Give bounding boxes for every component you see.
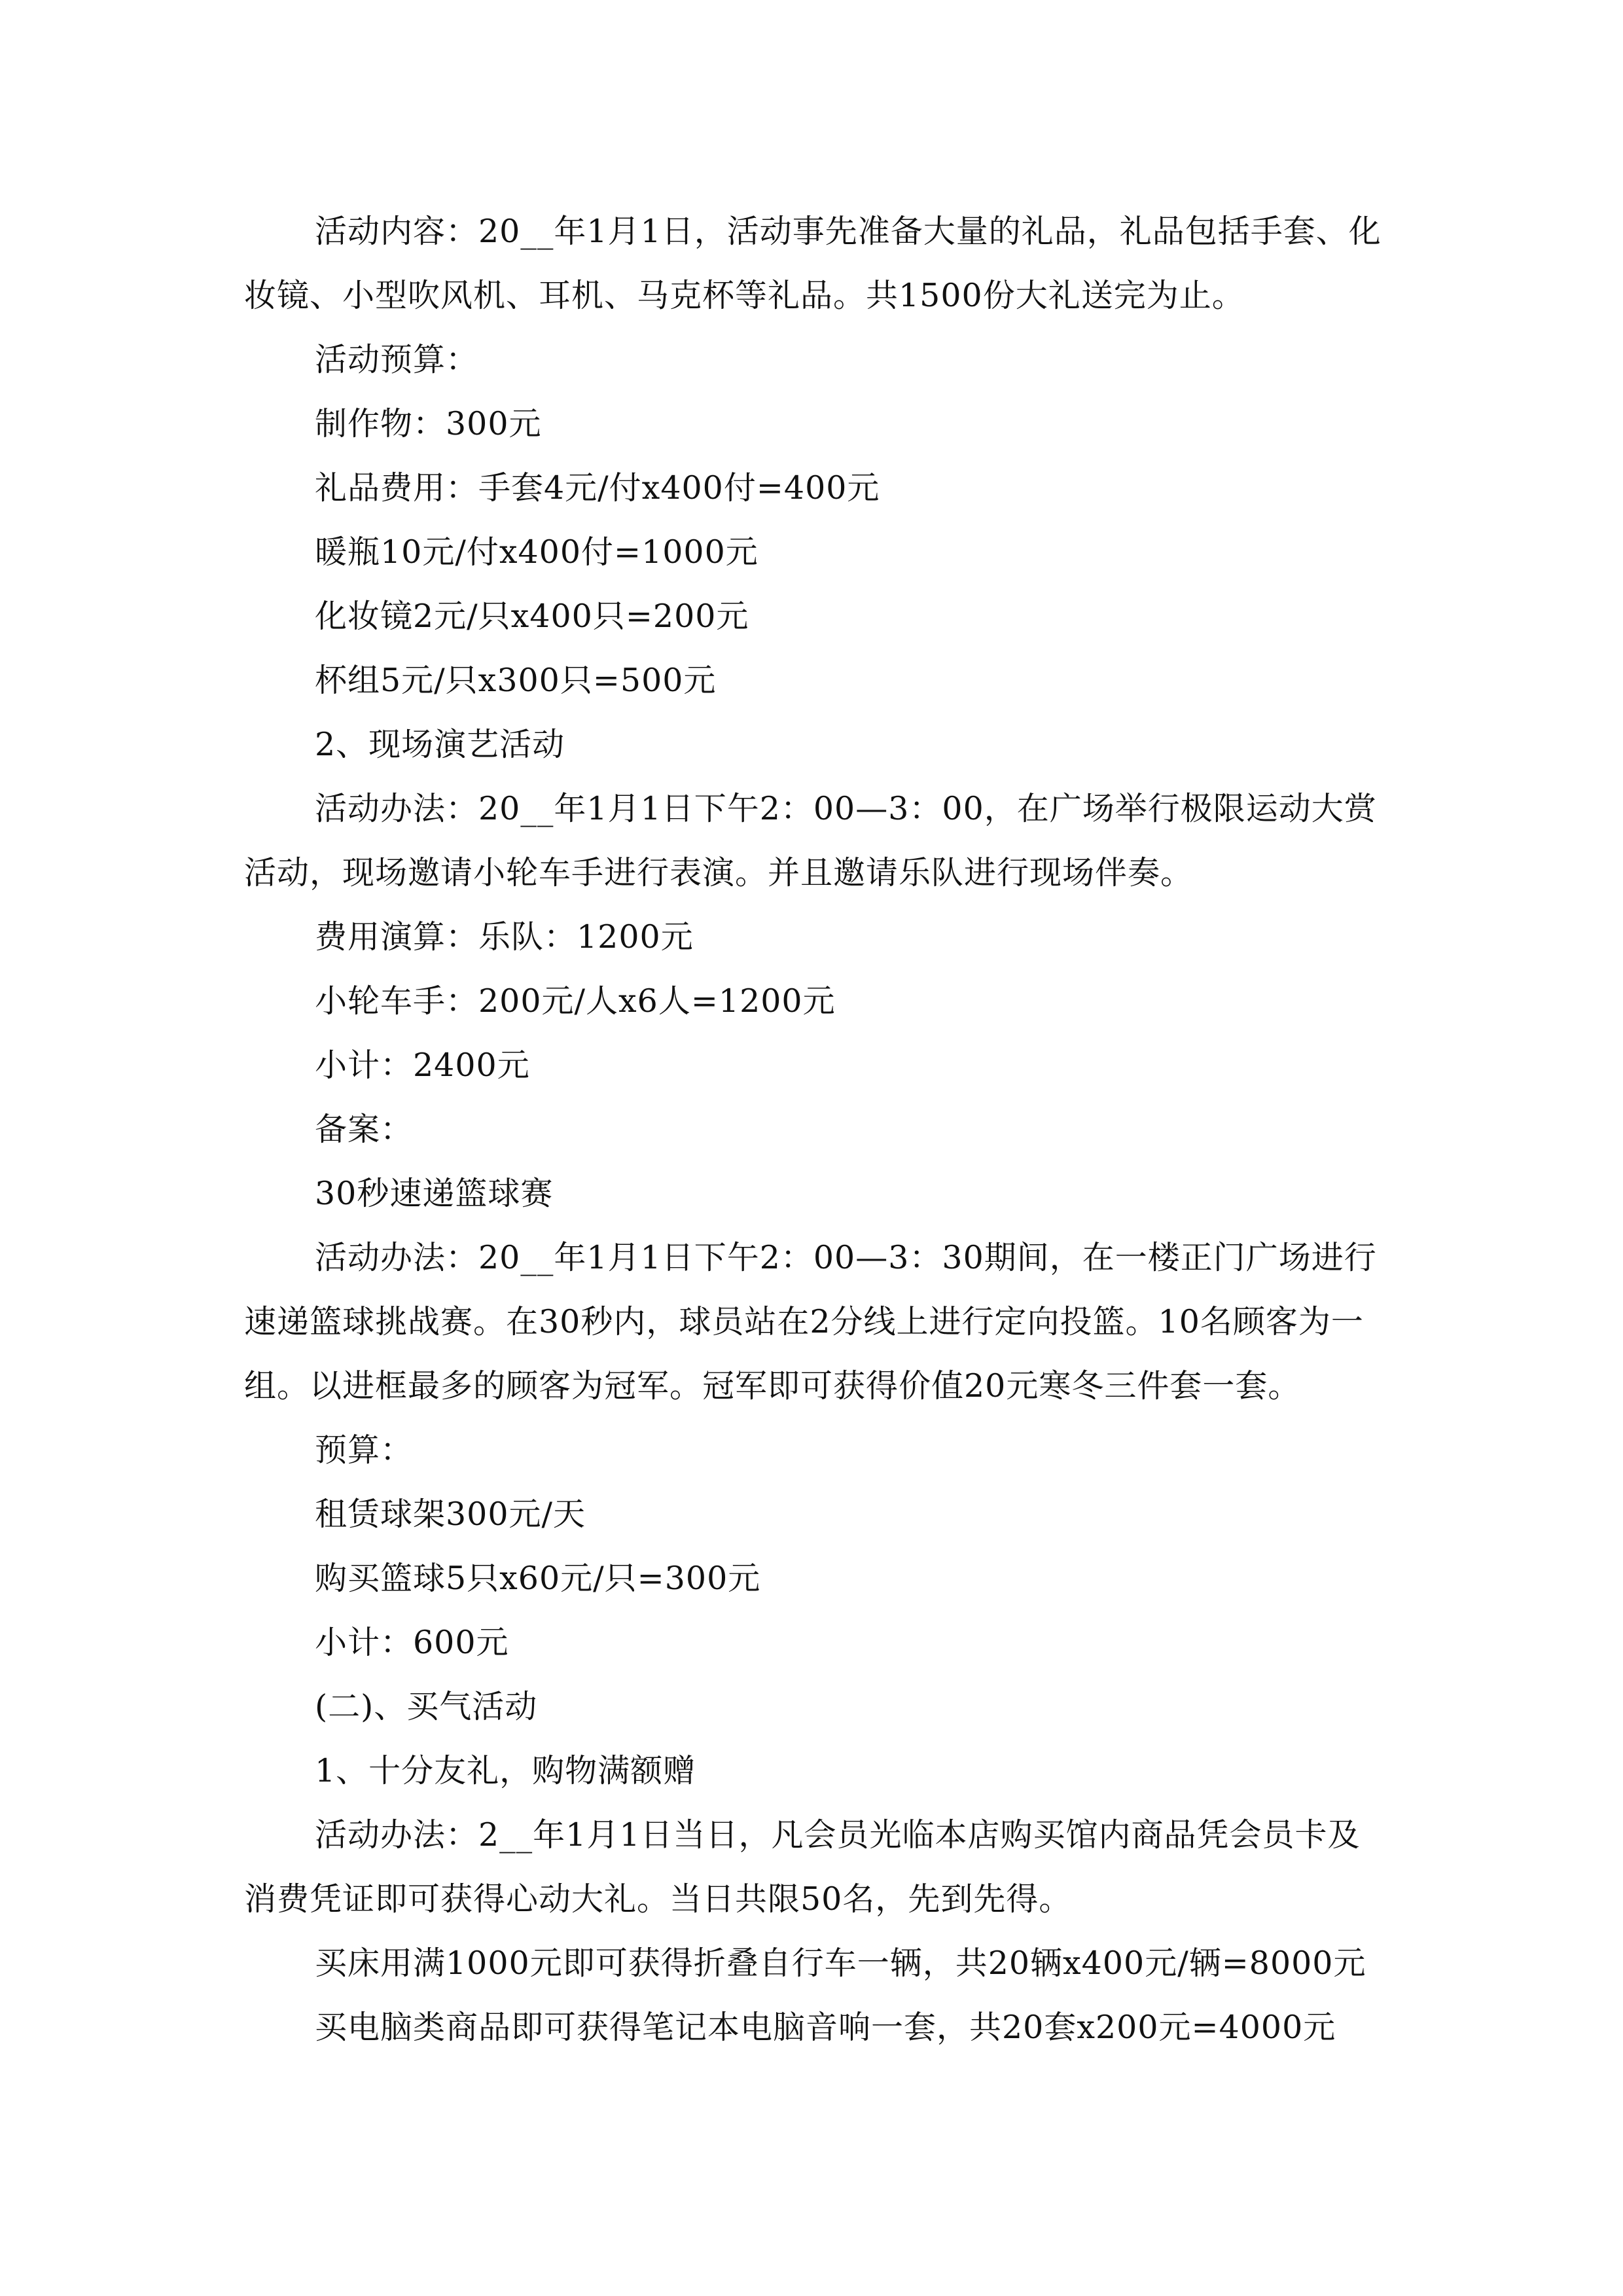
paragraph-activity-content: 活动内容：20__年1月1日，活动事先准备大量的礼品，礼品包括手套、化妆镜、小型吹风机、耳机、马克杯等礼品。共1500份大礼送完为止。 [244,213,1382,314]
paragraph-basketball-purchase: 购买篮球5只x60元/只=300元 [315,1560,761,1597]
paragraph-performance-method: 活动办法：20__年1月1日下午2：00—3：00，在广场举行极限运动大赏活动，现场邀请小轮车手进行表演。并且邀请乐队进行现场伴奏。 [244,790,1377,891]
document-body [244,200,1383,2060]
paragraph-bedding-gift: 买床用满1000元即可获得折叠自行车一辆，共20辆x400元/辆=8000元 [315,1945,1366,1982]
paragraph-gift-cost-gloves: 礼品费用：手套4元/付x400付=400元 [315,469,880,507]
paragraph-activity-budget-heading: 活动预算： [315,341,479,378]
paragraph-gift-cost-thermos: 暖瓶10元/付x400付=1000元 [315,533,758,571]
paragraph-gift-cost-mirror: 化妆镜2元/只x400只=200元 [315,598,749,635]
paragraph-bmx-rider-cost: 小轮车手：200元/人x6人=1200元 [315,982,836,1020]
paragraph-basketball-budget-heading: 预算： [315,1431,414,1469]
paragraph-production-cost: 制作物：300元 [315,405,542,442]
paragraph-rack-rental: 租赁球架300元/天 [315,1496,586,1533]
paragraph-computer-gift: 买电脑类商品即可获得笔记本电脑音响一套，共20套x200元=4000元 [315,2009,1336,2046]
paragraph-performance-subtotal: 小计：2400元 [315,1047,530,1084]
paragraph-basketball-subtotal: 小计：600元 [315,1624,509,1661]
paragraph-band-cost: 费用演算：乐队：1200元 [315,918,694,956]
paragraph-gift-cost-cups: 杯组5元/只x300只=500元 [315,662,717,699]
paragraph-backup-heading: 备案： [315,1111,414,1148]
paragraph-basketball-method: 活动办法：20__年1月1日下午2：00—3：30期间，在一楼正门广场进行速递篮球挑战赛。在30秒内，球员站在2分线上进行定向投篮。10名顾客为一组。以进框最多的顾客为冠军。冠军即可获得价值20元寒冬三件套一套。 [244,1239,1377,1405]
paragraph-spend-gift-method: 活动办法：2__年1月1日当日，凡会员光临本店购买馆内商品凭会员卡及消费凭证即可获得心动大礼。当日共限50名，先到先得。 [244,1816,1361,1918]
section-heading-live-performance: 2、现场演艺活动 [315,726,565,763]
section-heading-shopping-activity: (二)、买气活动 [315,1688,538,1725]
section-heading-spend-gift: 1、十分友礼，购物满额赠 [315,1752,696,1789]
section-heading-basketball: 30秒速递篮球赛 [315,1175,554,1212]
